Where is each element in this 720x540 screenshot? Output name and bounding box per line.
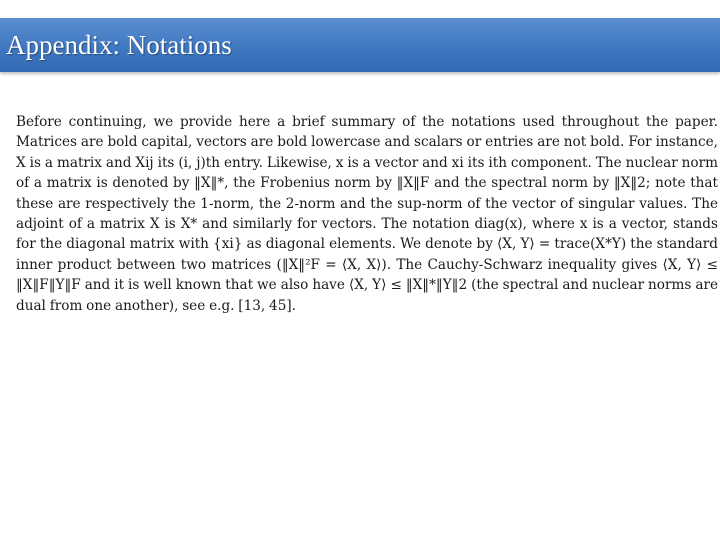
slide-title: Appendix: Notations [6, 30, 232, 60]
slide-title-bar [0, 18, 720, 72]
notation-paragraph: Before continuing, we provide here a brief summary of the notations used throughout the paper. Matrices are bold capital, vectors are bold lowercase and scalars or entries are not bold. For instance, X is a matrix and Xij its (i, j)th entry. Likewise, x is a vector and xi its ith component. The nuclear norm of a matrix is denoted by ‖X‖*, the Frobenius norm by ‖X‖F and the spectral norm by ‖X‖2; note that these are respectively the 1-norm, the 2-norm and the sup-norm of the vector of singular values. The adjoint of a matrix X is X* and similarly for vectors. The notation diag(x), where x is a vector, stands for the diagonal matrix with {xi} as diagonal elements. We denote by ⟨X, Y⟩ = trace(X*Y) the standard inner product between two matrices (‖X‖²F = ⟨X, X⟩). The Cauchy-Schwarz inequality gives ⟨X, Y⟩ ≤ ‖X‖F‖Y‖F and it is well known that we also have ⟨X, Y⟩ ≤ ‖X‖*‖Y‖2 (the spectral and nuclear norms are dual from one another), see e.g. [13, 45]. [16, 114, 718, 314]
